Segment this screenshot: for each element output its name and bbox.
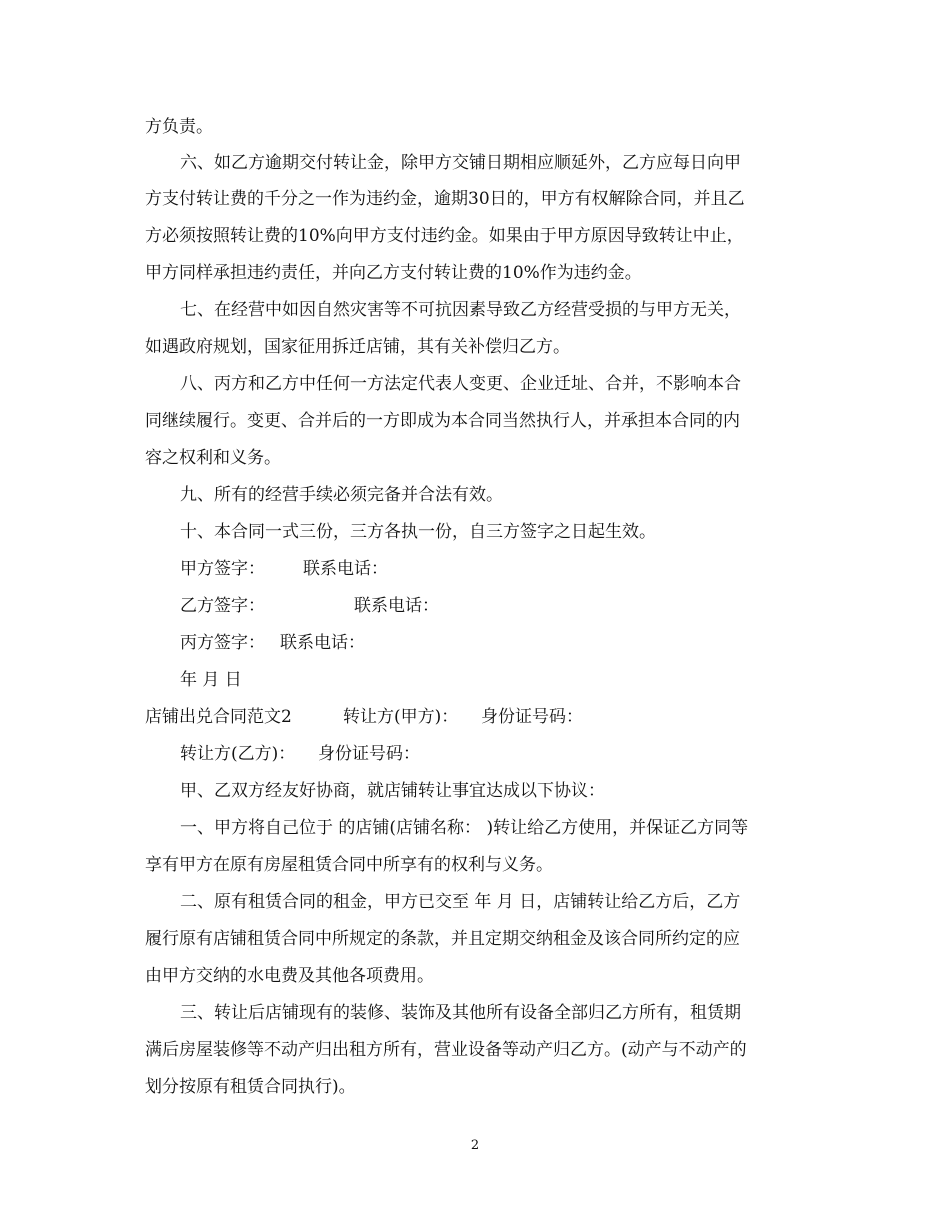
paragraph-line: 七、在经营中如因自然灾害等不可抗因素导致乙方经营受损的与甲方无关， (180, 300, 741, 320)
party-a-signature-label: 甲方签字： (180, 559, 265, 579)
paragraph-line: 三、转让后店铺现有的装修、装饰及其他所有设备全部归乙方所有，租赁期 (180, 1003, 741, 1023)
party-b-signature-label: 乙方签字： (180, 596, 265, 616)
paragraph-line: 方支付转让费的千分之一作为违约金，逾期30日的，甲方有权解除合同，并且乙 (145, 189, 745, 209)
party-c-phone-label: 联系电话： (280, 633, 365, 653)
signature-date: 年 月 日 (180, 670, 242, 690)
paragraph-line: 如遇政府规划，国家征用拆迁店铺，其有关补偿归乙方。 (145, 337, 570, 357)
paragraph-line: 方负责。 (145, 117, 213, 137)
paragraph-line: 甲、乙双方经友好协商，就店铺转让事宜达成以下协议： (180, 781, 605, 801)
party-b-phone-label: 联系电话： (354, 596, 439, 616)
paragraph-line: 九、所有的经营手续必须完备并合法有效。 (180, 485, 503, 505)
second-contract-heading: 店铺出兑合同范文2 (145, 707, 292, 727)
transferor-party-b-label: 转让方(乙方)： (180, 744, 296, 764)
paragraph-line: 八、丙方和乙方中任何一方法定代表人变更、企业迁址、合并，不影响本合 (180, 374, 741, 394)
page-number: 2 (470, 1138, 480, 1153)
party-c-signature-label: 丙方签字： (180, 633, 265, 653)
paragraph-line: 容之权利和义务。 (145, 448, 281, 468)
paragraph-line: 六、如乙方逾期交付转让金，除甲方交铺日期相应顺延外，乙方应每日向甲 (180, 153, 741, 173)
paragraph-line: 享有甲方在原有房屋租赁合同中所享有的权利与义务。 (145, 855, 553, 875)
paragraph-line: 履行原有店铺租赁合同中所规定的条款，并且定期交纳租金及该合同所约定的应 (145, 929, 740, 949)
paragraph-line: 一、甲方将自己位于 的店铺(店铺名称： )转让给乙方使用，并保证乙方同等 (180, 818, 749, 838)
paragraph-line: 满后房屋装修等不动产归出租方所有，营业设备等动产归乙方。(动产与不动产的 (145, 1040, 747, 1060)
paragraph-line: 同继续履行。变更、合并后的一方即成为本合同当然执行人，并承担本合同的内 (145, 411, 740, 431)
paragraph-line: 由甲方交纳的水电费及其他各项费用。 (145, 966, 434, 986)
transferor-party-a-label: 转让方(甲方)： (343, 707, 459, 727)
party-b-id-label: 身份证号码： (318, 744, 420, 764)
paragraph-line: 划分按原有租赁合同执行)。 (145, 1077, 356, 1097)
party-a-phone-label: 联系电话： (303, 559, 388, 579)
party-a-id-label: 身份证号码： (481, 707, 583, 727)
paragraph-line: 甲方同样承担违约责任，并向乙方支付转让费的10%作为违约金。 (145, 263, 642, 283)
paragraph-line: 十、本合同一式三份，三方各执一份，自三方签字之日起生效。 (180, 522, 656, 542)
paragraph-line: 二、原有租赁合同的租金，甲方已交至 年 月 日，店铺转让给乙方后，乙方 (180, 892, 741, 912)
paragraph-line: 方必须按照转让费的10%向甲方支付违约金。如果由于甲方原因导致转让中止， (145, 226, 744, 246)
